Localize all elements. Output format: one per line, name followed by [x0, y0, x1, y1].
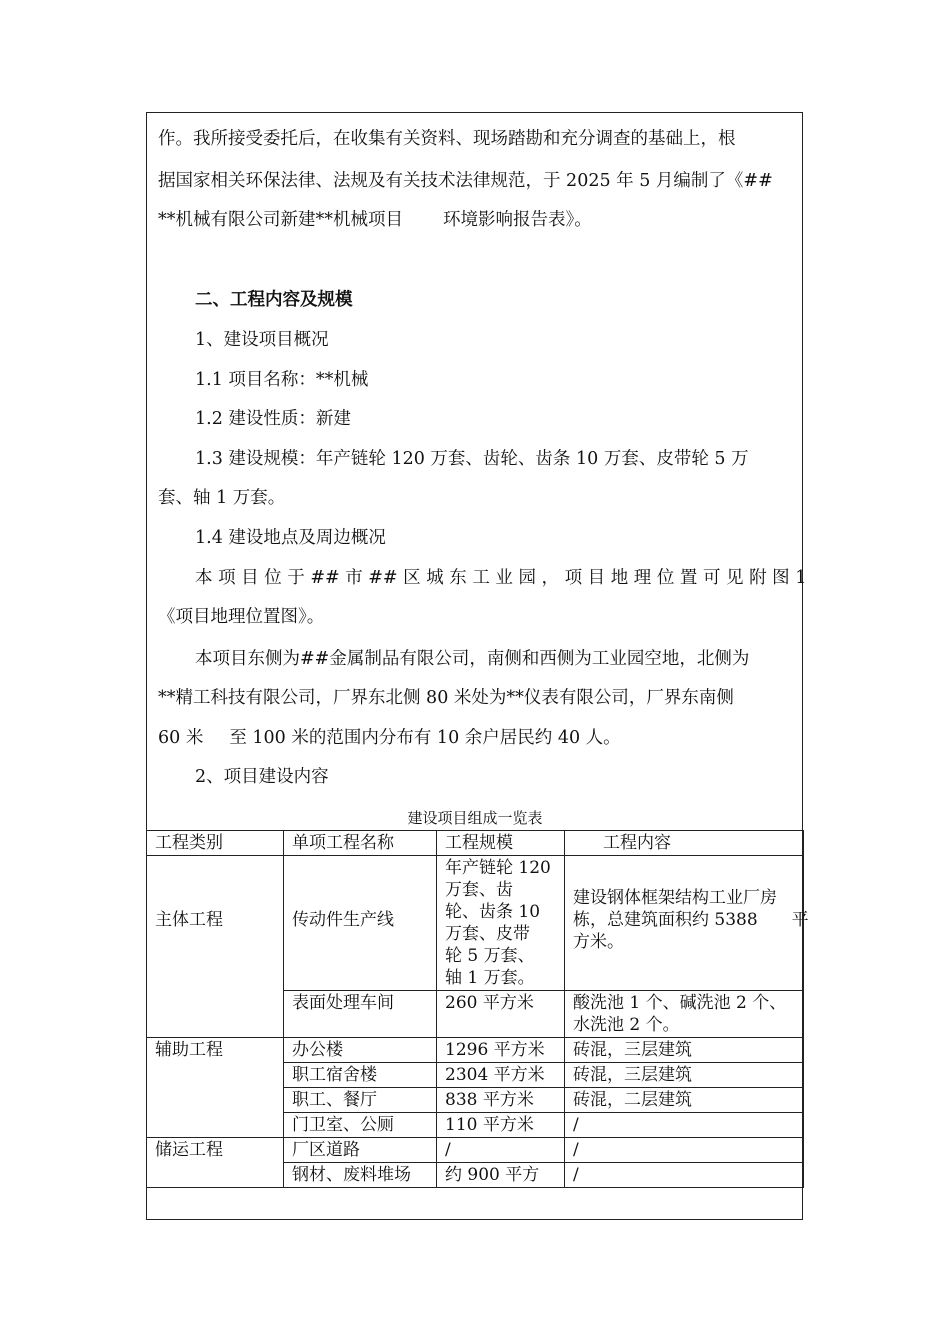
scale-line: 轴 1 万套。: [445, 968, 535, 988]
scale-line: 万套、齿: [445, 880, 513, 900]
main-row2-content: [565, 991, 804, 1038]
aux-row-name: 办公楼: [284, 1038, 437, 1063]
composition-table: [146, 830, 809, 1188]
header-category: 工程类别: [147, 831, 284, 856]
table-row: [147, 1138, 804, 1163]
storage-row-content: /: [565, 1138, 804, 1163]
intro-line-2: 据国家相关环保法律、法规及有关技术法律规范，于 2025 年 5 月编制了《##: [158, 171, 773, 191]
surroundings-line-3b: 至 100 米的范围内分布有 10 余户居民约 40 人。: [229, 728, 621, 748]
main-row2-scale: 260 平方米: [437, 991, 565, 1038]
scale-line: 万套、皮带: [445, 924, 530, 944]
subheading-2: 2、项目建设内容: [195, 767, 329, 787]
content-line: 酸洗池 1 个、碱洗池 2 个、: [573, 993, 787, 1013]
main-row1-name: 传动件生产线: [284, 856, 437, 991]
scale-line: 轮、齿条 10: [445, 902, 541, 922]
intro-line-3b: 环境影响报告表》。: [443, 210, 592, 230]
item-1-2: 1.2 建设性质：新建: [195, 409, 351, 429]
section-heading: 二、工程内容及规模: [195, 290, 353, 310]
storage-row-scale: 约 900 平方: [437, 1163, 565, 1188]
storage-row-name: 钢材、废料堆场: [284, 1163, 437, 1188]
aux-row-name: 门卫室、公厕: [284, 1113, 437, 1138]
surroundings-line-3: [158, 728, 621, 748]
aux-row-name: 职工宿舍楼: [284, 1063, 437, 1088]
storage-row-content: /: [565, 1163, 804, 1188]
storage-row-name: 厂区道路: [284, 1138, 437, 1163]
surroundings-line-1: 本项目东侧为##金属制品有限公司，南侧和西侧为工业园空地，北侧为: [195, 649, 750, 669]
surroundings-line-3a: 60 米: [158, 728, 204, 748]
item-1-1: 1.1 项目名称：**机械: [195, 370, 369, 390]
location-line-1: 本 项 目 位 于 ## 市 ## 区 城 东 工 业 园 ， 项 目 地 理 位 置 可 见 附 图 1: [195, 568, 807, 588]
item-1-3-line-1: 1.3 建设规模：年产链轮 120 万套、齿轮、齿条 10 万套、皮带轮 5 万: [195, 449, 749, 469]
table-row: [147, 856, 804, 991]
category-main: 主体工程: [147, 856, 284, 1038]
item-1-4: 1.4 建设地点及周边概况: [195, 528, 386, 548]
main-row2-name: 表面处理车间: [284, 991, 437, 1038]
aux-row-content: 砖混，三层建筑: [565, 1038, 804, 1063]
header-name: 单项工程名称: [284, 831, 437, 856]
item-1-3-line-2: 套、轴 1 万套。: [158, 488, 286, 508]
intro-line-3: [158, 210, 592, 230]
main-row1-scale: [437, 856, 565, 991]
table-row: [147, 1038, 804, 1063]
subheading-1: 1、建设项目概况: [195, 330, 329, 350]
table-header-row: [147, 831, 804, 856]
content-line: 建设钢体框架结构工业厂房: [573, 888, 777, 908]
category-aux: 辅助工程: [147, 1038, 284, 1138]
aux-row-content: 砖混，三层建筑: [565, 1063, 804, 1088]
header-scale: 工程规模: [437, 831, 565, 856]
scale-line: 轮 5 万套、: [445, 946, 535, 966]
storage-row-scale: /: [437, 1138, 565, 1163]
content-line: 栋，总建筑面积约 5388 平: [573, 910, 809, 930]
aux-row-content: 砖混，二层建筑: [565, 1088, 804, 1113]
surroundings-line-2: **精工科技有限公司，厂界东北侧 80 米处为**仪表有限公司，厂界东南侧: [158, 688, 734, 708]
content-line: 方米。: [573, 932, 624, 952]
content-line: 水洗池 2 个。: [573, 1015, 680, 1035]
aux-row-scale: 1296 平方米: [437, 1038, 565, 1063]
scale-line: 年产链轮 120: [445, 858, 551, 878]
aux-row-content: /: [565, 1113, 804, 1138]
aux-row-scale: 110 平方米: [437, 1113, 565, 1138]
category-storage: 储运工程: [147, 1138, 284, 1188]
intro-line-1: 作。我所接受委托后，在收集有关资料、现场踏勘和充分调查的基础上，根: [158, 129, 736, 149]
aux-row-scale: 838 平方米: [437, 1088, 565, 1113]
header-content: 工程内容: [565, 831, 804, 856]
main-row1-content: [565, 856, 809, 991]
intro-line-3a: **机械有限公司新建**机械项目: [158, 210, 403, 230]
location-line-2: 《项目地理位置图》。: [158, 607, 325, 627]
aux-row-name: 职工、餐厅: [284, 1088, 437, 1113]
table-caption: 建设项目组成一览表: [407, 809, 543, 827]
aux-row-scale: 2304 平方米: [437, 1063, 565, 1088]
